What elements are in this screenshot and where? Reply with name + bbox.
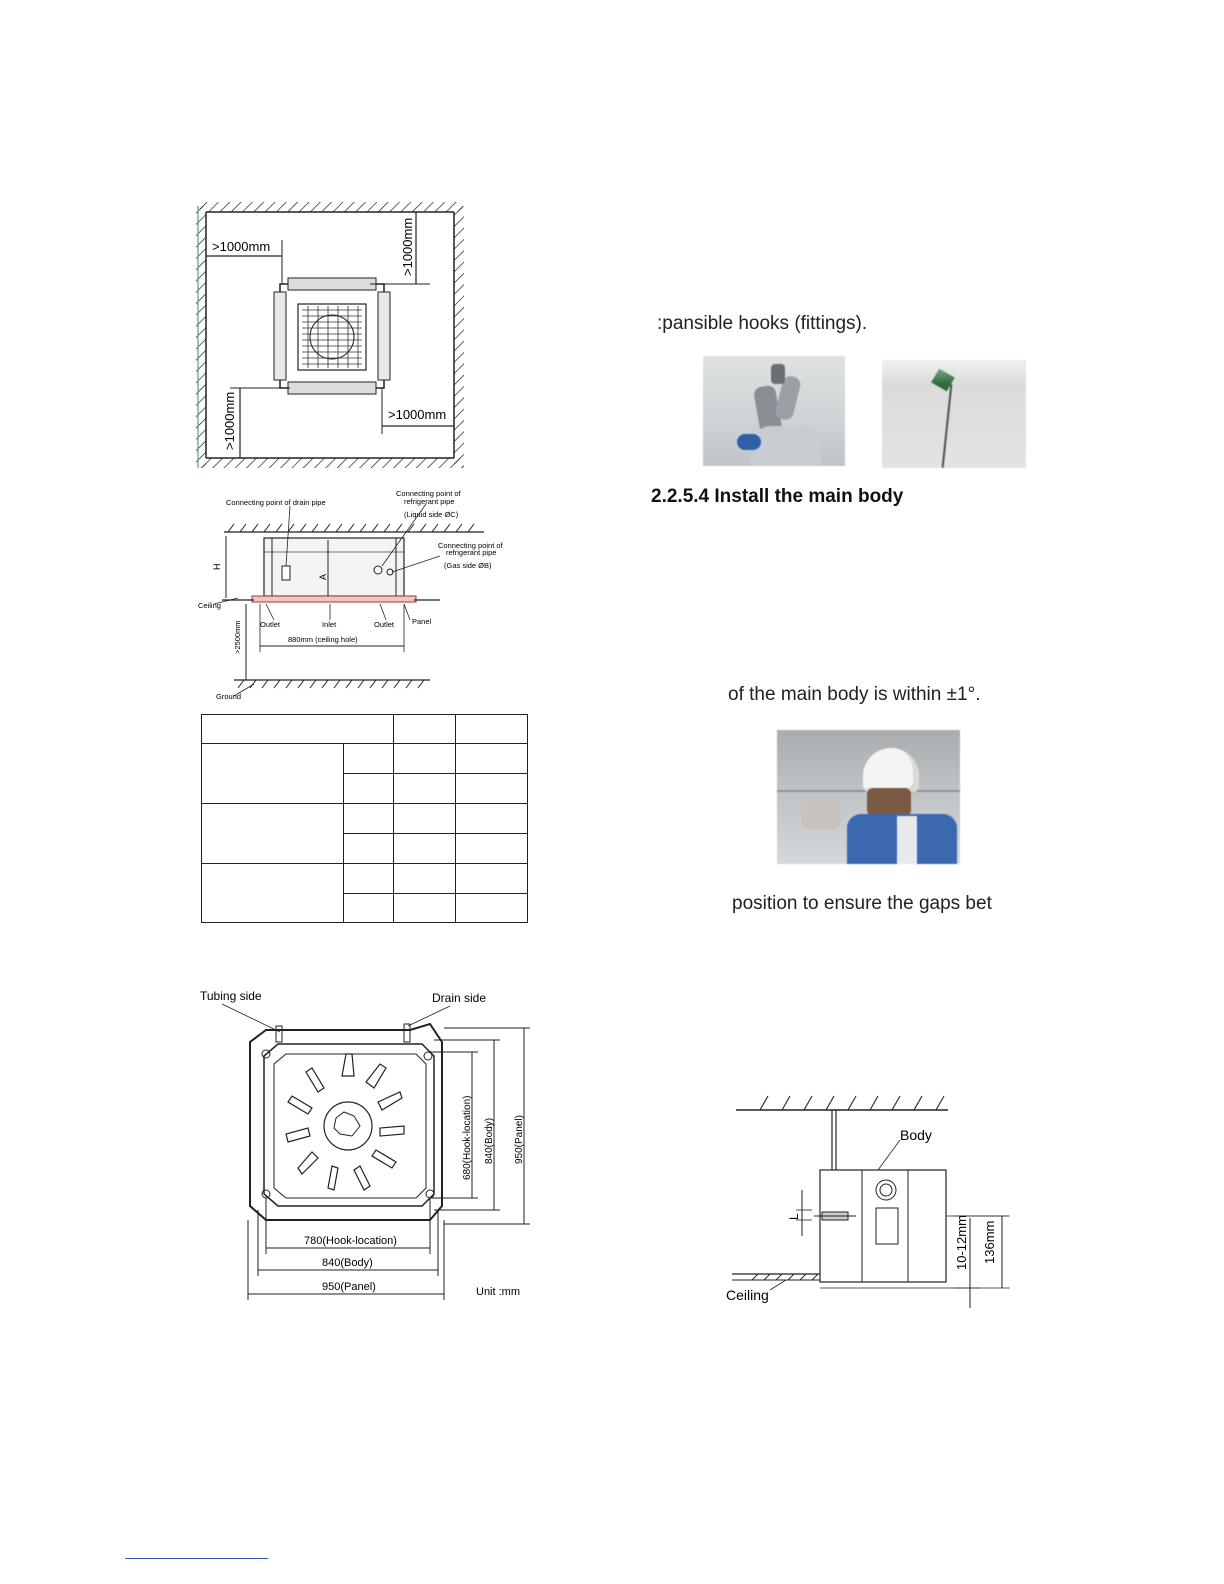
liquid-side-label: (Liquid side ØC) (404, 510, 459, 519)
installer-drilling-photo (703, 356, 845, 466)
height-label: 136mm (982, 1220, 997, 1264)
section-heading: 2.2.5.4 Install the main body (651, 486, 904, 507)
installer-helmet-photo (777, 730, 960, 864)
ceiling-label: Ceiling (726, 1287, 769, 1303)
hook-location-vertical-label: 680(Hook-location) (462, 1095, 473, 1180)
clearance-top-right: >1000mm (400, 217, 415, 276)
top-view-diagram (194, 984, 534, 1304)
table-row (202, 864, 528, 894)
table-row (202, 715, 528, 744)
clearance-diagram (190, 196, 470, 474)
panel-vertical-label: 950(Panel) (514, 1115, 525, 1164)
side-view-diagram (194, 486, 514, 708)
hanging-detail-dims (954, 1208, 1014, 1312)
level-text: of the main body is within ±1°. (728, 684, 981, 705)
ground-label: Ground (216, 692, 242, 701)
refrigerant-gas-label-1: Connecting point of (438, 541, 503, 550)
body-label: Body (900, 1127, 932, 1143)
clearance-bottom-left: >1000mm (222, 391, 237, 450)
wall-top (200, 202, 463, 212)
clearance-top-left: >1000mm (212, 239, 271, 254)
tubing-side-label: Tubing side (200, 989, 262, 1003)
inlet-label: Inlet (322, 620, 337, 629)
outlet-left-label: Outlet (260, 620, 281, 629)
footnote-separator (125, 1558, 268, 1559)
body-vertical-label: 840(Body) (484, 1117, 495, 1164)
wall-right (454, 206, 464, 468)
h-label: H (212, 563, 222, 570)
position-text: position to ensure the gaps bet (732, 893, 992, 914)
clearance-bottom-right: >1000mm (388, 407, 447, 422)
refrigerant-liquid-label-1: Connecting point of (396, 489, 461, 498)
table-row (202, 744, 528, 774)
hook-location-horizontal-label: 780(Hook-location) (304, 1235, 397, 1247)
a-label: A (318, 573, 328, 580)
panel-label: Panel (412, 617, 432, 626)
unit-label: Unit :mm (476, 1286, 520, 1298)
ceiling-hole-label: 880mm (ceiling hole) (288, 635, 358, 644)
body-horizontal-label: 840(Body) (322, 1257, 373, 1269)
hooks-text: :pansible hooks (fittings). (657, 313, 868, 334)
dimension-table (201, 714, 528, 923)
outlet-right-label: Outlet (374, 620, 395, 629)
drain-pipe-label: Connecting point of drain pipe (226, 498, 326, 507)
refrigerant-gas-label-2: refrigerant pipe (446, 548, 497, 557)
l-label: L (787, 1213, 801, 1220)
gas-side-label: (Gas side ØB) (444, 561, 492, 570)
drain-side-label: Drain side (432, 991, 487, 1005)
table-row (202, 804, 528, 834)
gap-label: 10-12mm (954, 1215, 969, 1270)
hook-fitting-photo (882, 360, 1026, 468)
ceiling-label: Ceiling (198, 601, 221, 610)
refrigerant-liquid-label-2: refrigerant pipe (404, 497, 455, 506)
height-min-label: >2500mm (233, 620, 242, 654)
panel-horizontal-label: 950(Panel) (322, 1281, 376, 1293)
wall-bottom (200, 458, 463, 468)
cassette-unit (274, 278, 390, 394)
hanging-detail-diagram (722, 1088, 997, 1312)
